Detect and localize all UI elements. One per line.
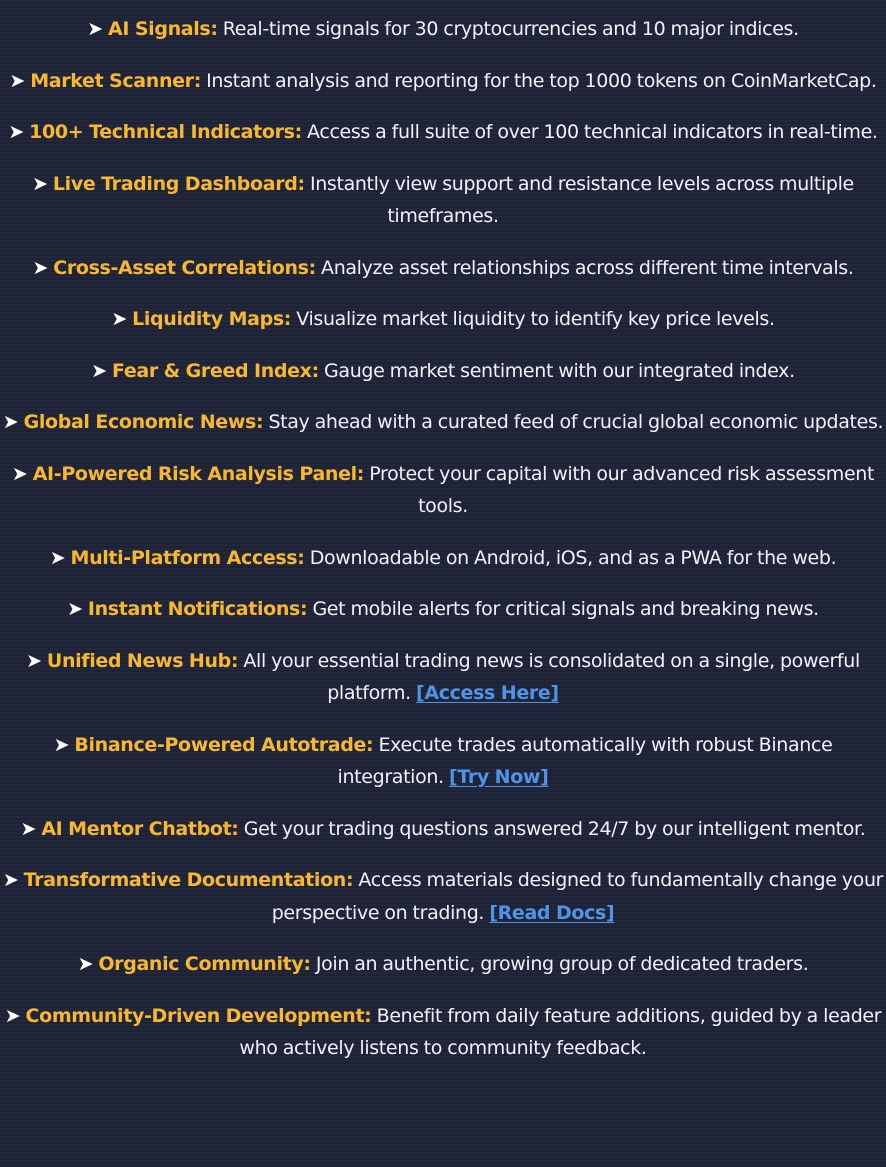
arrow-icon: ➤	[67, 598, 83, 620]
try-now-link[interactable]: [Try Now]	[448, 766, 549, 788]
feature-title: AI Signals:	[107, 18, 218, 40]
arrow-icon: ➤	[49, 546, 66, 569]
arrow-icon: ➤	[20, 817, 37, 840]
arrow-icon: ➤	[32, 256, 49, 279]
feature-title: Unified News Hub:	[46, 649, 239, 672]
feature-item-cross-asset-correlations	[0, 252, 886, 285]
feature-description: Real-time signals for 30 cryptocurrencies and 10 major indices.	[222, 18, 799, 40]
feature-description: Instantly view support and resistance levels across multiple timeframes.	[309, 172, 854, 227]
arrow-icon: ➤	[87, 18, 103, 40]
feature-item-community-driven-development	[0, 1000, 886, 1065]
feature-item-unified-news-hub	[0, 645, 886, 710]
feature-item-binance-autotrade	[0, 729, 886, 794]
feature-item-global-economic-news	[0, 406, 886, 439]
feature-item-fear-greed-index	[0, 355, 886, 388]
feature-description: Visualize market liquidity to identify key price levels.	[296, 308, 775, 330]
arrow-icon: ➤	[2, 411, 19, 433]
arrow-icon: ➤	[32, 172, 48, 195]
feature-description: Instant analysis and reporting for the top 1000 tokens on CoinMarketCap.	[206, 69, 877, 92]
feature-description: Access a full suite of over 100 technical indicators in real-time.	[307, 121, 878, 143]
feature-item-technical-indicators	[0, 116, 886, 149]
feature-item-transformative-documentation	[0, 864, 886, 929]
feature-description: Join an authentic, growing group of dedicated traders.	[315, 953, 809, 975]
read-docs-link[interactable]: [Read Docs]	[489, 901, 615, 924]
feature-description: Gauge market sentiment with our integrated index.	[324, 359, 795, 382]
feature-title: 100+ Technical Indicators:	[29, 121, 302, 143]
feature-description: Get mobile alerts for critical signals and breaking news.	[312, 598, 819, 620]
feature-title: Transformative Documentation:	[23, 869, 354, 891]
feature-title: Liquidity Maps:	[132, 308, 292, 330]
feature-title: Multi-Platform Access:	[70, 546, 305, 569]
arrow-icon: ➤	[9, 69, 25, 92]
arrow-icon: ➤	[8, 121, 24, 143]
feature-title: Fear & Greed Index:	[112, 359, 319, 382]
arrow-icon: ➤	[77, 953, 94, 975]
feature-description: Execute trades automatically with robust Binance integration.	[337, 733, 833, 788]
feature-description: Downloadable on Android, iOS, and as a PWA for the web.	[309, 546, 837, 569]
feature-item-live-trading-dashboard	[0, 168, 886, 233]
feature-title: AI-Powered Risk Analysis Panel:	[32, 462, 365, 485]
feature-item-risk-analysis-panel	[0, 458, 886, 523]
feature-title: Global Economic News:	[23, 411, 264, 433]
feature-description: Access materials designed to fundamentally change your perspective on trading.	[271, 869, 884, 924]
arrow-icon: ➤	[91, 359, 107, 382]
feature-description: Analyze asset relationships across different time intervals.	[321, 256, 854, 279]
arrow-icon: ➤	[11, 462, 28, 485]
arrow-icon: ➤	[111, 308, 127, 330]
feature-description: Get your trading questions answered 24/7 by our intelligent mentor.	[243, 817, 866, 840]
access-here-link[interactable]: [Access Here]	[416, 682, 559, 704]
feature-item-organic-community	[0, 948, 886, 981]
feature-description: Protect your capital with our advanced risk assessment tools.	[369, 462, 875, 517]
feature-title: Community-Driven Development:	[25, 1004, 372, 1027]
feature-item-instant-notifications	[0, 593, 886, 626]
feature-item-ai-signals	[0, 13, 886, 46]
feature-item-ai-mentor-chatbot	[0, 813, 886, 846]
feature-title: Instant Notifications:	[87, 598, 308, 620]
feature-title: Binance-Powered Autotrade:	[74, 733, 374, 756]
feature-title: Market Scanner:	[30, 69, 201, 92]
feature-description: All your essential trading news is consolidated on a single, powerful platform.	[243, 649, 860, 704]
feature-title: AI Mentor Chatbot:	[41, 817, 239, 840]
arrow-icon: ➤	[26, 649, 42, 672]
feature-description: Benefit from daily feature additions, guided by a leader who actively listens to community feedback.	[239, 1004, 882, 1059]
feature-item-multi-platform-access	[0, 542, 886, 575]
arrow-icon: ➤	[4, 1004, 21, 1027]
feature-item-market-scanner	[0, 65, 886, 98]
feature-title: Organic Community:	[98, 953, 311, 975]
arrow-icon: ➤	[2, 869, 19, 891]
feature-title: Cross-Asset Correlations:	[53, 256, 316, 279]
feature-title: Live Trading Dashboard:	[52, 172, 305, 195]
feature-item-liquidity-maps	[0, 303, 886, 336]
feature-description: Stay ahead with a curated feed of crucial global economic updates.	[268, 411, 884, 433]
arrow-icon: ➤	[53, 733, 70, 756]
